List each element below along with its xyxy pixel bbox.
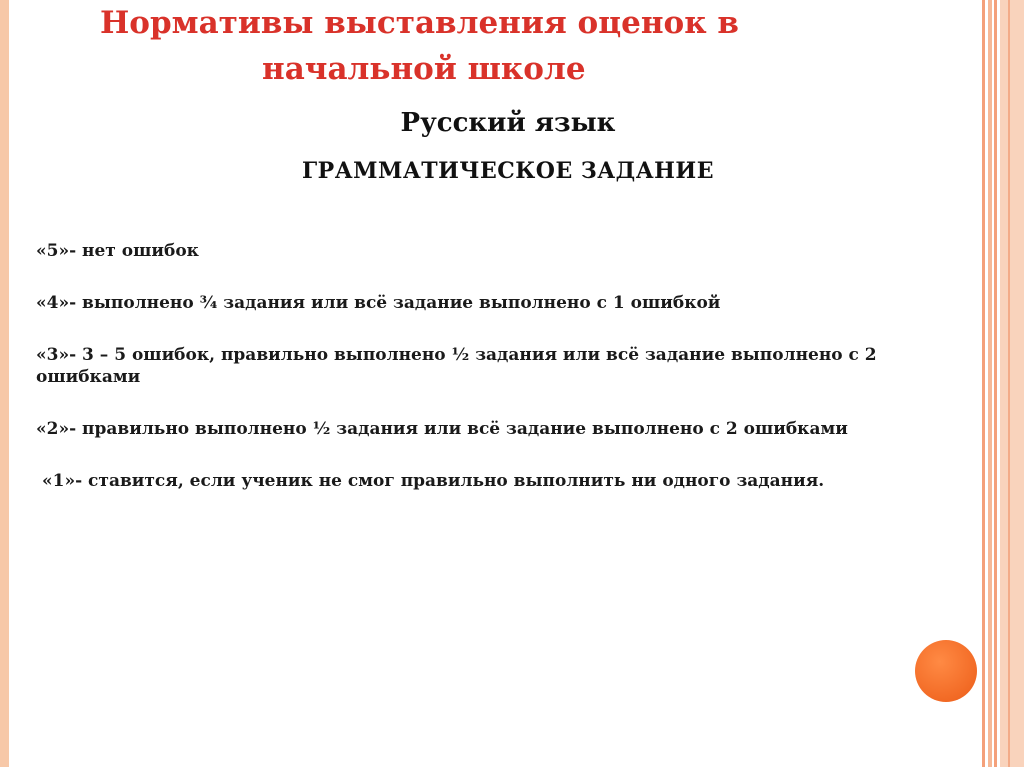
grades-list [36,240,976,522]
subject-heading [0,108,1016,138]
slide-title [80,0,860,92]
grade-5-item: «5»- нет ошибок [36,241,199,261]
grade-4-item: «4»- выполнено ¾ задания или всё задание выполнено с 1 ошибкой [36,293,721,313]
subject-heading-text: Русский язык [400,108,616,138]
section-heading: ГРАММАТИЧЕСКОЕ ЗАДАНИЕ [301,158,714,184]
grade-3-item: «3»- 3 – 5 ошибок, правильно выполнено ½ задания или всё задание выполнено с 2 ошибками [36,345,877,387]
grade-1-item: «1»- ставится, если ученик не смог правильно выполнить ни одного задания. [42,471,825,491]
orange-circle-decoration [915,640,977,702]
slide-title-line-2: начальной школе [262,51,586,87]
grade-2-item: «2»- правильно выполнено ½ задания или всё задание выполнено с 2 ошибками [36,419,848,439]
slide-title-line-1: Нормативы выставления оценок в [100,5,739,41]
